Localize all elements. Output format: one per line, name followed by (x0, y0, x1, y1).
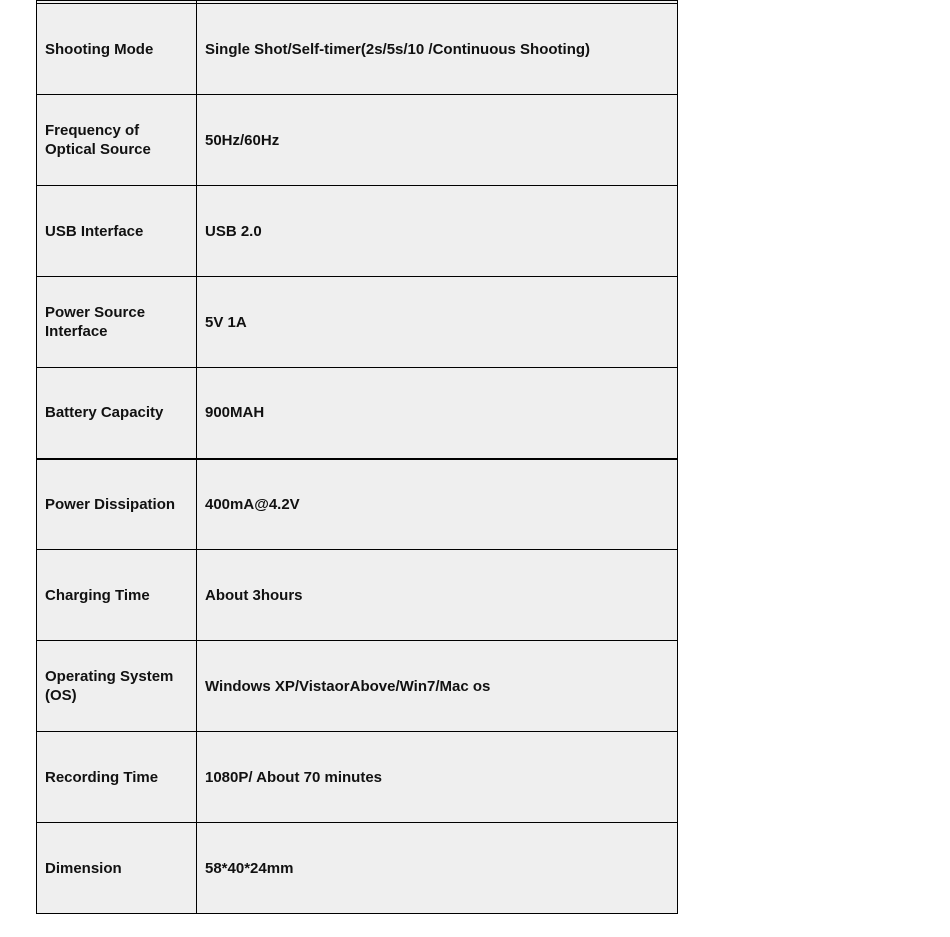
spec-label: Battery Capacity (37, 368, 197, 459)
spec-table (36, 0, 678, 914)
spec-label: Power Source Interface (37, 277, 197, 368)
table-row (37, 277, 678, 368)
spec-label: Power Dissipation (37, 459, 197, 550)
spec-value: 1080P/ About 70 minutes (197, 732, 678, 823)
spec-value: 50Hz/60Hz (197, 95, 678, 186)
spec-value: 58*40*24mm (197, 823, 678, 914)
spec-label: Frequency of Optical Source (37, 95, 197, 186)
spec-label: Shooting Mode (37, 4, 197, 95)
table-row (37, 368, 678, 459)
spec-value: About 3hours (197, 550, 678, 641)
table-row (37, 641, 678, 732)
spec-table-body (37, 1, 678, 914)
table-row (37, 732, 678, 823)
table-row (37, 4, 678, 95)
spec-label: USB Interface (37, 186, 197, 277)
spec-value: 400mA@4.2V (197, 459, 678, 550)
spec-value: 900MAH (197, 368, 678, 459)
spec-value: Windows XP/VistaorAbove/Win7/Mac os (197, 641, 678, 732)
spec-value: Single Shot/Self-timer(2s/5s/10 /Continuous Shooting) (197, 4, 678, 95)
spec-value: 5V 1A (197, 277, 678, 368)
spec-label: Dimension (37, 823, 197, 914)
spec-label: Recording Time (37, 732, 197, 823)
table-row (37, 550, 678, 641)
table-row (37, 186, 678, 277)
spec-label: Charging Time (37, 550, 197, 641)
spec-value: USB 2.0 (197, 186, 678, 277)
table-row (37, 459, 678, 550)
table-row (37, 95, 678, 186)
table-row (37, 823, 678, 914)
spec-label: Operating System (OS) (37, 641, 197, 732)
